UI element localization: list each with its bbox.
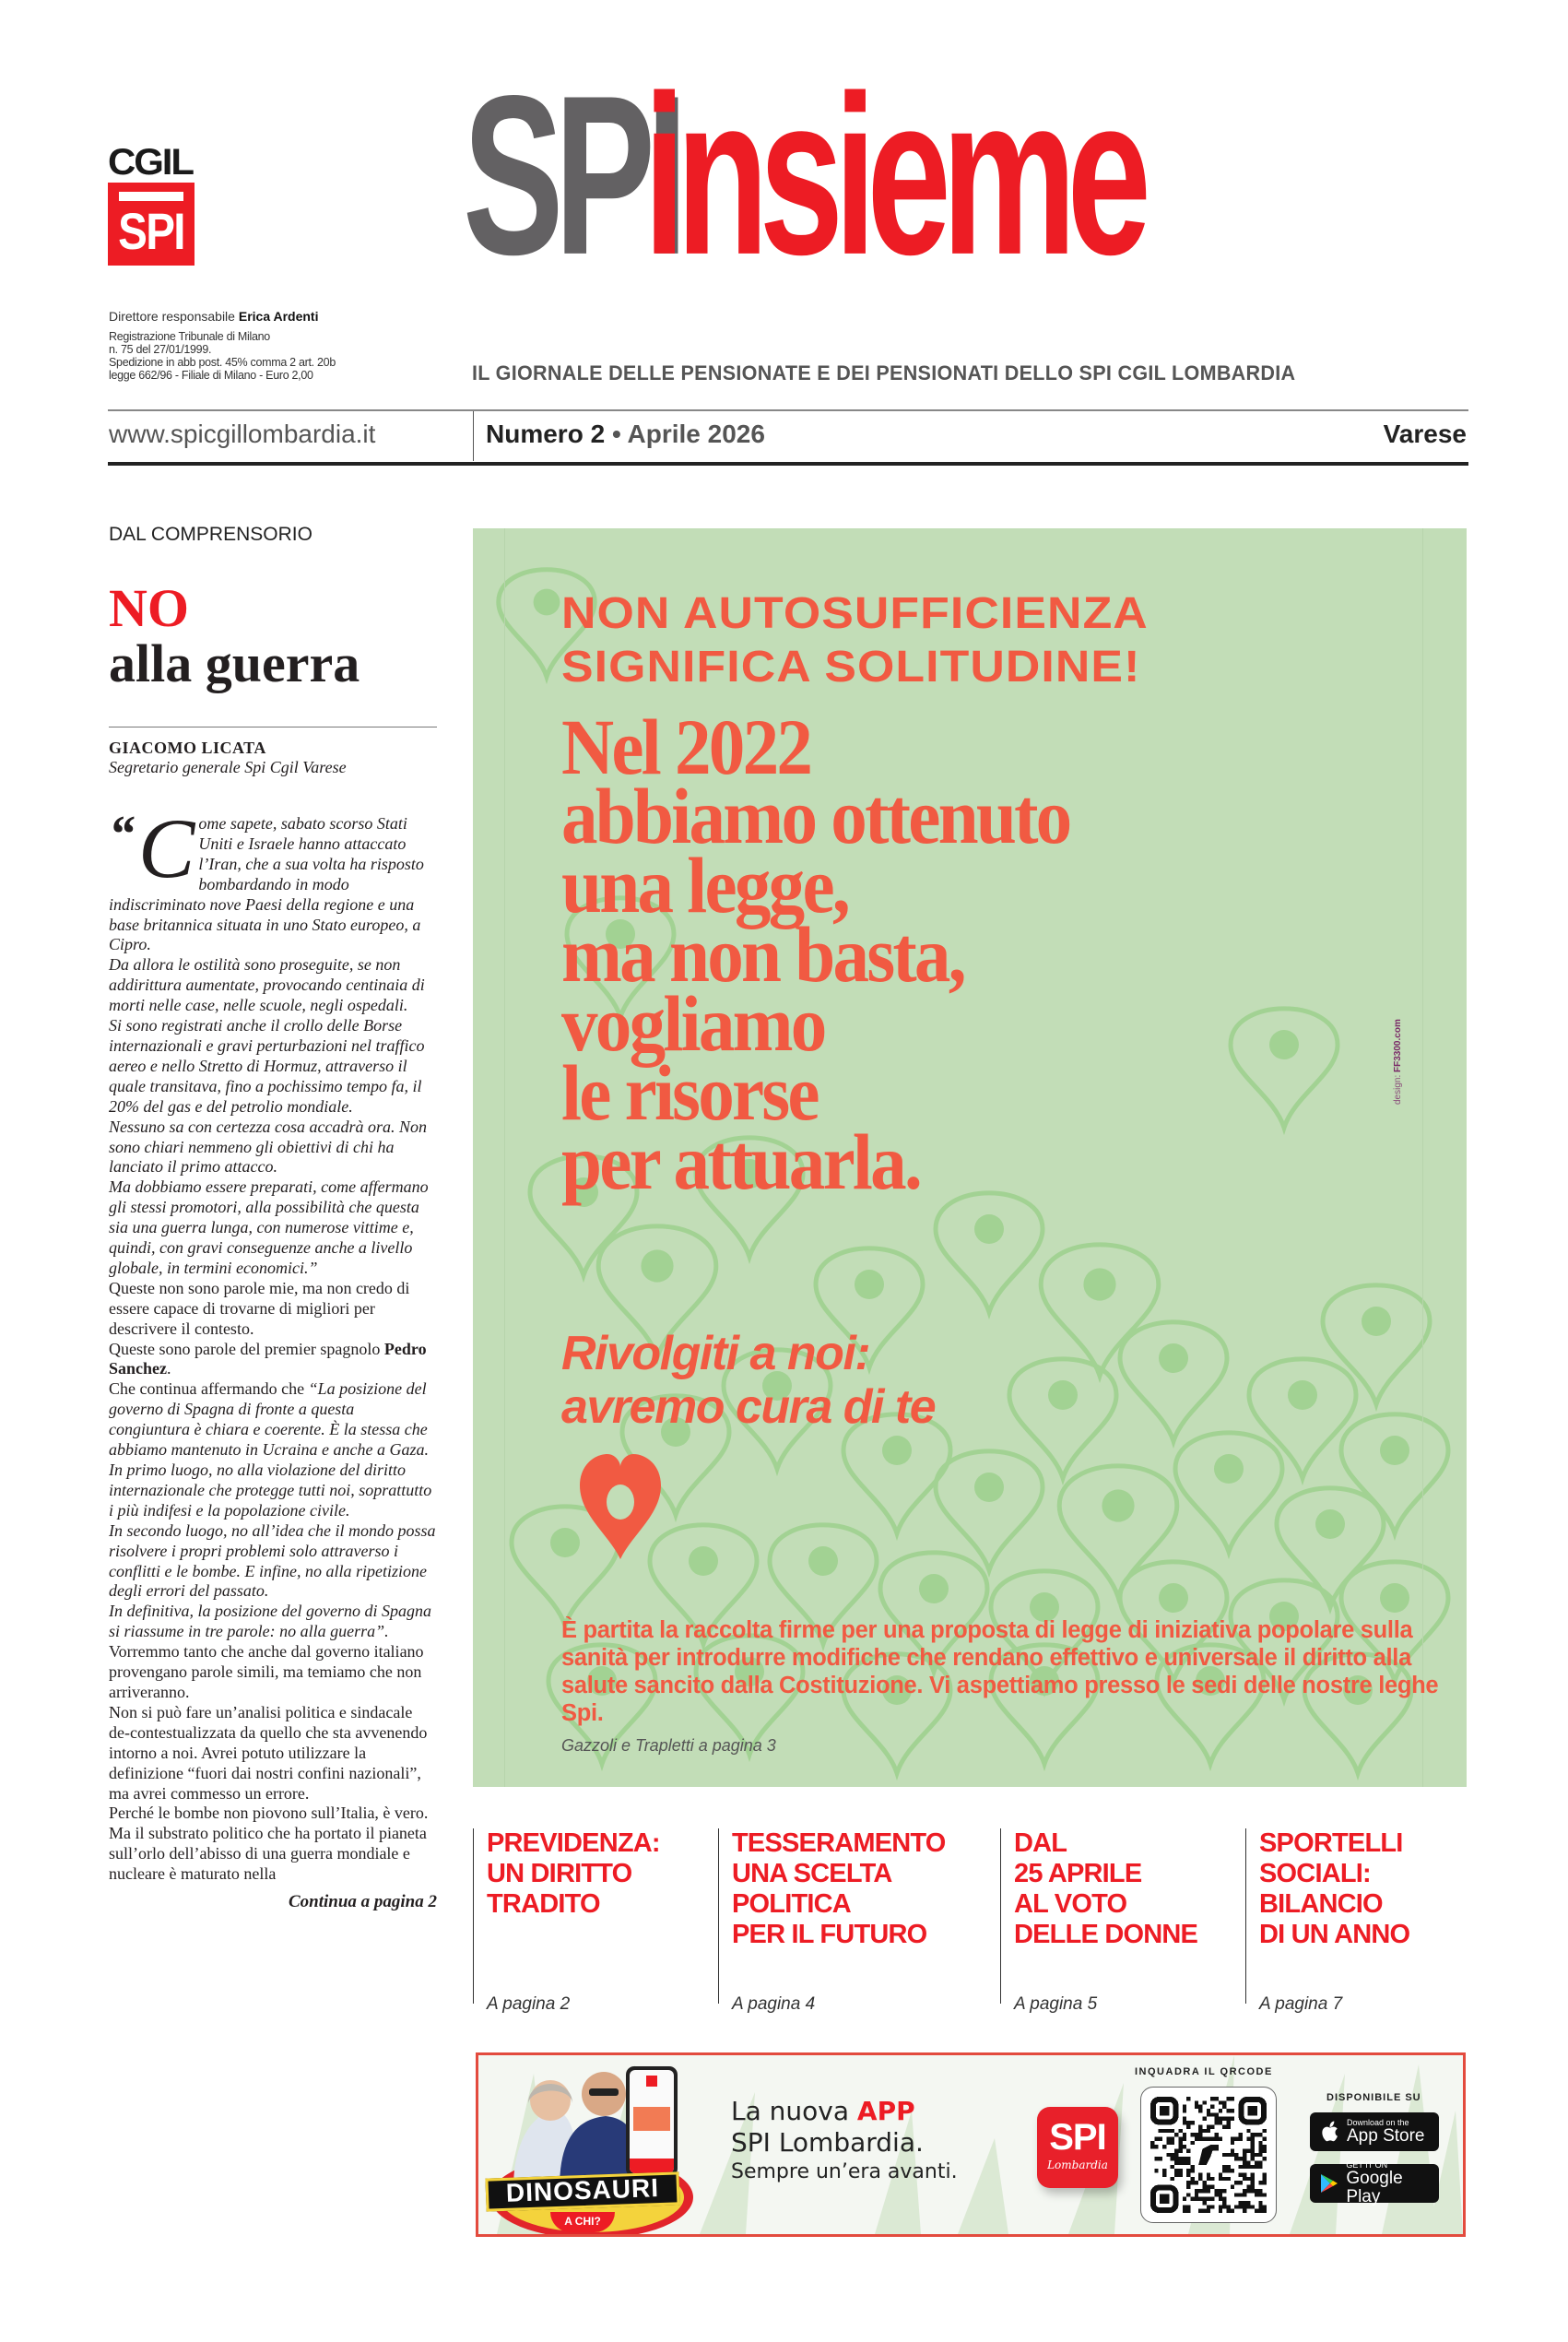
google-play-icon (1319, 2171, 1338, 2195)
teaser-page: A pagina 4 (732, 1994, 816, 2014)
divider (473, 411, 474, 461)
qr-code-icon (1150, 2097, 1267, 2213)
map-pin-icon (1277, 1488, 1384, 1607)
app-store-button[interactable]: Download on the App Store (1310, 2112, 1439, 2151)
map-pin-icon (1231, 1009, 1338, 1128)
teaser-25-aprile[interactable]: DAL 25 APRILE AL VOTO DELLE DONNE A pagina 5 (1000, 1828, 1231, 2004)
divider (108, 462, 1468, 466)
issue-separator: • (611, 420, 621, 448)
director-label: Direttore responsabile (109, 309, 235, 324)
teaser-row (473, 1828, 1467, 2022)
issue-info (486, 420, 765, 449)
article-paragraph: Nessuno sa con certezza cosa accadrà ora. Non sono chiari nemmeno gli obiettivi di chi ha lanciato il primo attacco. (109, 1117, 427, 1177)
map-pin-icon (1249, 1359, 1356, 1478)
divider (108, 409, 1468, 411)
imprint (109, 308, 459, 382)
teaser-page: A pagina 5 (1014, 1994, 1098, 2014)
qr-code[interactable] (1140, 2087, 1277, 2223)
poster-main-message: Nel 2022 abbiamo ottenuto una legge, ma non basta, vogliamo le risorse per attuarla. (561, 703, 1070, 1206)
teaser-page: A pagina 2 (487, 1994, 571, 2014)
article-paragraph: Che continua affermando che “La posizione del governo di Spagna di fronte a questa congiuntura è chiara e coerente. È la stessa che abbiamo mantenuto in Ucraina e anche a Gaza. In primo luogo, no alla violazione del diritto internazionale che protegge tutti noi, soprattutto i più indifesi e la popolazione civile. (109, 1379, 432, 1520)
logo-spi-box (108, 183, 195, 266)
map-pin-icon (1341, 1414, 1448, 1533)
issue-date: Aprile 2026 (627, 420, 765, 448)
title-spi: SPI (463, 49, 679, 302)
article-paragraph: Queste sono parole del premier spagnolo Pedro Sanchez. (109, 1339, 427, 1378)
article-author: GIACOMO LICATA (109, 739, 266, 757)
app-banner[interactable] (476, 2052, 1466, 2237)
drop-cap: C (138, 801, 195, 895)
title-insieme: insieme (643, 49, 1142, 302)
app-promo-text: La nuova APP SPI Lombardia. Sempre un’era avanti. (731, 2096, 958, 2183)
logo-spi-text: SPI (118, 202, 184, 260)
newspaper-title (463, 49, 1336, 302)
article-paragraph: Da allora le ostilità sono proseguite, se non addirittura aumentate, provocando centinaia di morti nelle case, nelle scuole, negli ospedali. (109, 955, 425, 1015)
poster-subhead: NON AUTOSUFFICIENZA SIGNIFICA SOLITUDINE! (561, 589, 1149, 692)
google-play-button[interactable]: GET IT ON Google Play (1310, 2164, 1439, 2203)
person-name: Pedro Sanchez (109, 1339, 427, 1378)
article-paragraph: Si sono registrati anche il crollo delle Borse internazionali e gravi perturbazioni nel traffico aereo e nello Stretto di Hormuz, attraverso il quale transitava, fino a pochissimo tempo fa, il 20% del gas e del petrolio mondiale. (109, 1016, 425, 1116)
campaign-poster (473, 528, 1467, 1787)
headline-dark: alla guerra (109, 633, 360, 693)
article-paragraph: Perché le bombe non piovono sull’Italia, è vero. Ma il substrato politico che ha portato il pianeta sull’orlo dell’abisso di una guerra mondiale e nucleare è maturato nella (109, 1804, 429, 1884)
article-headline (109, 578, 437, 693)
qr-label: INQUADRA IL QRCODE (1135, 2066, 1273, 2077)
newspaper-subtitle: IL GIORNALE DELLE PENSIONATE E DEI PENSIONATI DELLO SPI CGIL LOMBARDIA (472, 361, 1296, 384)
heart-pin-icon (574, 1450, 666, 1561)
article-paragraph: Vorremmo tanto che anche dal governo italiano provengano parole simili, ma temiamo che non arriveranno. (109, 1642, 424, 1701)
director-name: Erica Ardenti (238, 309, 319, 324)
teaser-tesseramento[interactable]: TESSERAMENTO UNA SCELTA POLITICA PER IL FUTURO A pagina 4 (718, 1828, 991, 2004)
teaser-previdenza[interactable]: PREVIDENZA: UN DIRITTO TRADITO A pagina 2 (473, 1828, 703, 2004)
article-paragraph: ome sapete, sabato scorso Stati Uniti e Israele hanno attaccato l’Iran, che a sua volta ha risposto bombardando in modo indiscriminato nove Paesi della regione e una base britannica situata in uno Stato europeo, a Cipro. (109, 814, 424, 954)
dinosauri-badge: DINOSAURI (485, 2171, 679, 2211)
poster-body: È partita la raccolta firme per una proposta di legge di iniziativa popolare sulla sanità per introdurre modifiche che rendano effettivo e universale il diritto alla salute sancito dalla Costituzione. Vi aspettiamo presso le sedi delle nostre leghe Spi. (561, 1617, 1439, 1726)
apple-icon (1319, 2120, 1339, 2144)
spi-lombardia-app-icon: SPI Lombardia (1037, 2107, 1118, 2188)
website-link[interactable]: www.spicgillombardia.it (109, 420, 376, 448)
design-credit: design: FF3300.com (1393, 1019, 1403, 1105)
open-quote: “ (109, 806, 135, 863)
stores-label: DISPONIBILE SU (1326, 2092, 1421, 2103)
logo-cgil-text: CGIL (108, 142, 193, 183)
phone-mockup (626, 2066, 678, 2177)
article-paragraph: In secondo luogo, no all’idea che il mondo possa risolvere i propri problemi solo attraverso i conflitti e le bombe. E infine, no alla ripetizione degli errori del passato. (109, 1520, 436, 1601)
headline-red: NO (109, 578, 189, 638)
map-pin-icon (936, 1193, 1043, 1312)
teaser-page: A pagina 7 (1259, 1994, 1343, 2014)
map-pin-icon (1175, 1433, 1282, 1552)
editorial-article (109, 524, 437, 1912)
article-paragraph: Queste non sono parole mie, ma non credo di essere capace di trovarne di migliori per descrivere il contesto. (109, 1278, 410, 1338)
article-paragraph: Non si può fare un’analisi politica e sindacale de-contestualizzata da quello che sta avvenendo intorno a noi. Avrei potuto utilizzare la definizione “fuori dai nostri confini nazionali”, ma avrei commesso un errore. (109, 1702, 428, 1803)
cgil-spi-logo (108, 142, 195, 266)
issue-number: Numero 2 (486, 420, 606, 448)
teaser-sportelli[interactable]: SPORTELLI SOCIALI: BILANCIO DI UN ANNO A pagina 7 (1245, 1828, 1467, 2004)
article-paragraph: In definitiva, la posizione del governo di Spagna si riassume in tre parole: no alla guerra”. (109, 1602, 431, 1641)
dinosauri-subtitle: A CHI? (550, 2212, 615, 2232)
edition-region: Varese (1383, 420, 1467, 448)
continue-link[interactable]: Continua a pagina 2 (288, 1892, 437, 1912)
map-pin-icon (1120, 1322, 1227, 1441)
poster-call-to-action: Rivolgiti a noi: avremo cura di te (561, 1327, 936, 1434)
registration-info: Registrazione Tribunale di Milano n. 75 del 27/01/1999. Spedizione in abb post. 45% comma 2 art. 20b legge 662/96 - Filiale di Milano - Euro 2,00 (109, 330, 336, 382)
article-body (109, 801, 437, 1885)
article-kicker: DAL COMPRENSORIO (109, 524, 312, 545)
article-paragraph: Ma dobbiamo essere preparati, come affermano gli stessi promotori, alla possibilità che questa sia una guerra lunga, con numerose vittime e, quindi, con gravi conseguenze anche a livello globale, in termini economici.” (109, 1177, 429, 1277)
map-pin-icon (1323, 1285, 1430, 1404)
poster-page-reference: Gazzoli e Trapletti a pagina 3 (561, 1736, 776, 1755)
map-pin-icon (1041, 1245, 1159, 1376)
author-role: Segretario generale Spi Cgil Varese (109, 758, 347, 776)
